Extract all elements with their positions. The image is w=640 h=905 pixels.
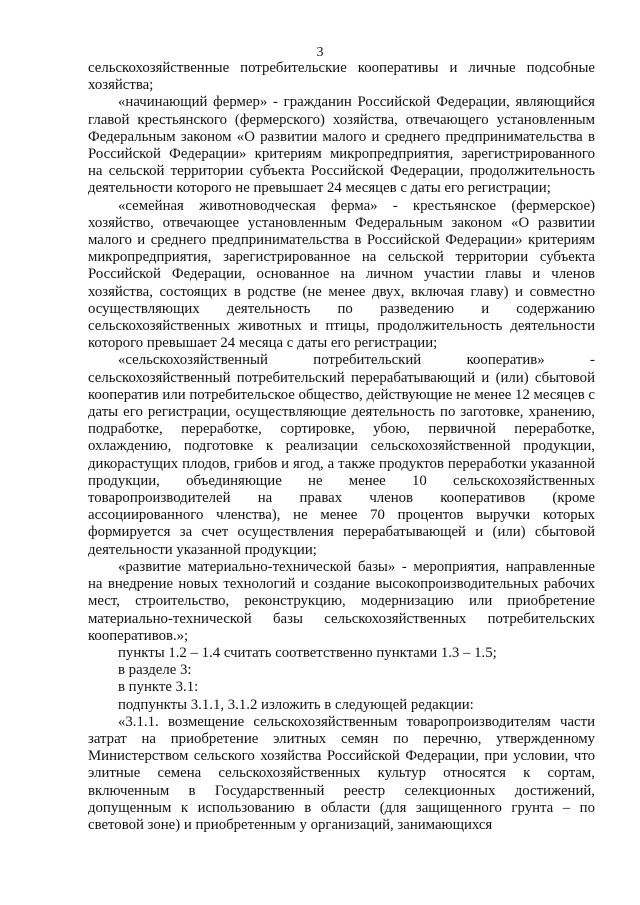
paragraph-family-livestock-farm: «семейная животноводческая ферма» - крестьянское (фермерское) хозяйство, отвечающее установленным Федеральным законом «О развитии малого и среднего предпринимательства в Российской Федерации» критериям микропредприятия, зарегистрированное на сельской территории субъекта Российской Федерации, основанное на личном участии главы и членов хозяйства, состоящих в родстве (не менее двух, включая главу) и совместно осуществляющих деятельность по разведению и содержанию сельскохозяйственных животных и птицы, продолжительность деятельности которого превышает 24 месяца с даты его регистрации; [88, 197, 595, 352]
paragraph-beginning-farmer: «начинающий фермер» - гражданин Российской Федерации, являющийся главой крестьянского (фермерского) хозяйства, отвечающего установленным Федеральным законом «О развитии малого и среднего предпринимательства в Российской Федерации» критериям микропредприятия, зарегистрированного на сельской территории субъекта Российской Федерации, продолжительность деятельности которого не превышает 24 месяцев с даты его регистрации; [88, 94, 595, 197]
paragraph-definitions-end: сельскохозяйственные потребительские кооперативы и личные подсобные хозяйства; [88, 60, 595, 94]
document-body [88, 60, 595, 834]
paragraph-point-3-1: в пункте 3.1: [118, 679, 199, 696]
page-number: 3 [316, 45, 324, 60]
paragraph-3-1-1: «3.1.1. возмещение сельскохозяйственным товаропроизводителям части затрат на приобретение элитных семян по перечню, утвержденному Министерством сельского хозяйства Российской Федерации, при условии, что элитные семена сельскохозяйственных культур относятся к сортам, включенным в Государственный реестр селекционных достижений, допущенным к использованию в области (для защищенного грунта – по световой зоне) и приобретенным у организаций, занимающихся [88, 713, 595, 833]
paragraph-renumbering: пункты 1.2 – 1.4 считать соответственно пунктами 1.3 – 1.5; [118, 644, 497, 661]
paragraph-subpoints: подпункты 3.1.1, 3.1.2 изложить в следующей редакции: [118, 696, 474, 713]
paragraph-section-3: в разделе 3: [118, 662, 192, 679]
paragraph-material-base: «развитие материально-технической базы» - мероприятия, направленные на внедрение новых технологий и создание высокопроизводительных рабочих мест, строительство, реконструкцию, модернизацию или приобретение материально-технической базы сельскохозяйственных потребительских кооперативов.»; [88, 558, 595, 644]
paragraph-consumer-cooperative: «сельскохозяйственный потребительский кооператив» - сельскохозяйственный потребительский перерабатывающий и (или) сбытовой кооператив или потребительское общество, действующие не менее 12 месяцев с даты его регистрации, осуществляющие деятельность по заготовке, хранению, подработке, переработке, сортировке, убою, первичной переработке, охлаждению, подготовке к реализации сельскохозяйственной продукции, дикорастущих плодов, грибов и ягод, а также продуктов переработки указанной продукции, объединяющие не менее 10 сельскохозяйственных товаропроизводителей на правах членов кооперативов (кроме ассоциированного членства), не менее 70 процентов выручки которых формируется за счет осуществления перерабатывающей и (или) сбытовой деятельности указанной продукции; [88, 352, 595, 558]
